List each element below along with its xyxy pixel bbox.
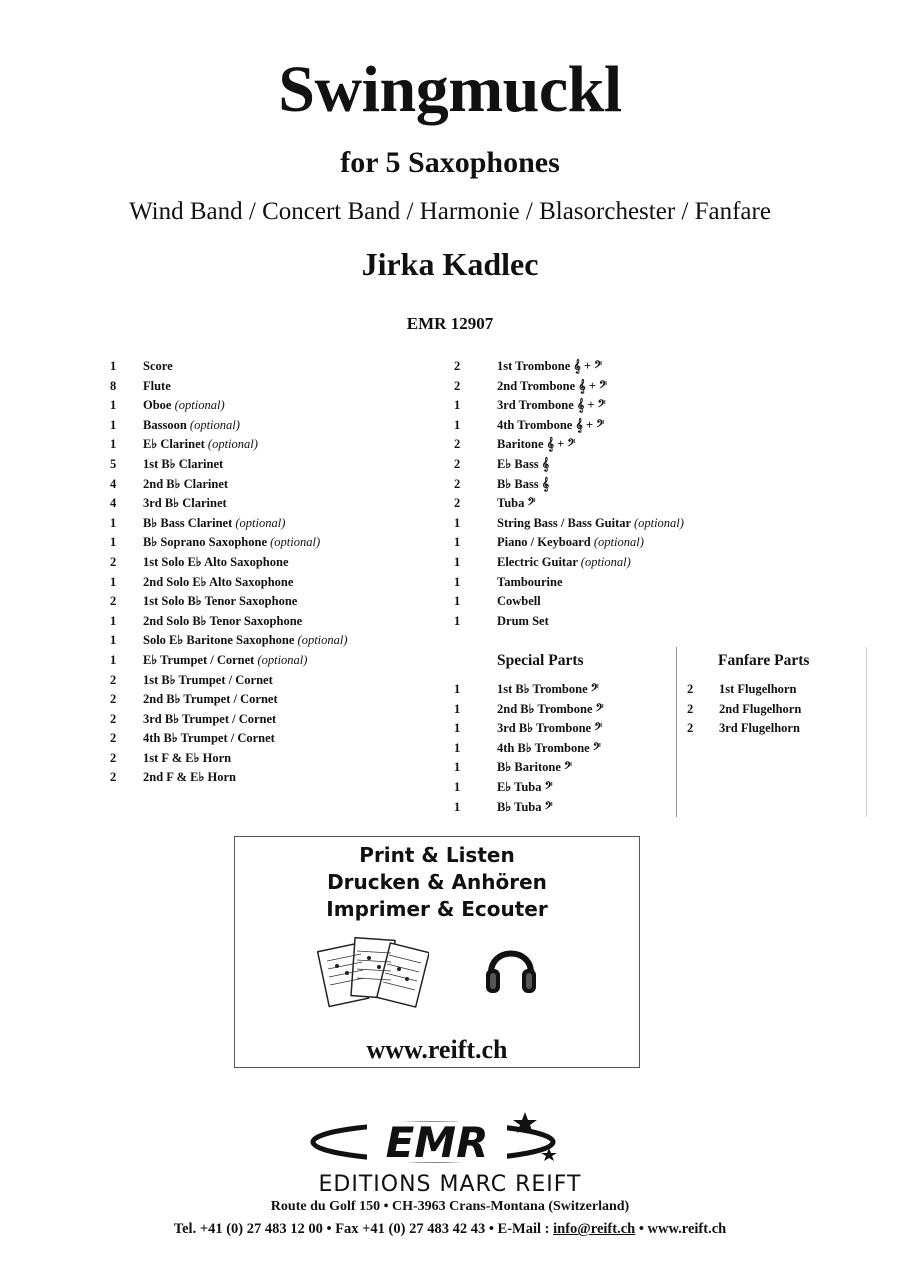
optional-note: (optional) (633, 515, 684, 530)
part-name (497, 396, 606, 416)
part-name (143, 514, 285, 534)
part-quantity: 1 (454, 417, 461, 432)
part-quantity: 1 (454, 779, 461, 794)
part-quantity: 1 (454, 682, 461, 696)
part-name-text: 1st Flugelhorn (719, 682, 797, 696)
part-name-text: 2nd Trombone 𝄞 + 𝄢 (497, 378, 608, 393)
column-divider (676, 647, 677, 817)
part-name (143, 377, 171, 397)
page-title: Swingmuckl (278, 53, 622, 126)
part-quantity: 2 (687, 701, 694, 716)
promo-line-english: Print & Listen (359, 843, 515, 867)
part-name (143, 396, 225, 416)
part-name-text: 4th B♭ Trumpet / Cornet (143, 731, 275, 746)
optional-note: (optional) (235, 515, 286, 530)
band-types: Wind Band / Concert Band / Harmonie / Blasorchester / Fanfare (129, 198, 771, 225)
part-quantity: 1 (110, 515, 117, 530)
part-quantity: 1 (454, 721, 461, 736)
part-name (143, 475, 228, 495)
column-divider (866, 647, 867, 817)
part-quantity: 2 (110, 711, 117, 726)
part-name (143, 710, 276, 730)
part-name-text: 2nd B♭ Trumpet / Cornet (143, 692, 278, 707)
part-name-text: 2nd B♭ Clarinet (143, 476, 229, 491)
part-quantity: 2 (110, 770, 117, 785)
optional-note: (optional) (297, 633, 348, 648)
part-quantity: 1 (110, 652, 117, 667)
special-parts-heading: Special Parts (497, 652, 584, 669)
part-quantity: 2 (454, 359, 461, 373)
part-name-text: 3rd Trombone 𝄞 + 𝄢 (497, 398, 606, 413)
part-name-text: 1st Trombone 𝄞 + 𝄢 (497, 359, 603, 373)
contact-website: • www.reift.ch (635, 1221, 727, 1237)
part-name-text: Bassoon (143, 417, 187, 432)
part-name (143, 494, 227, 514)
optional-note: (optional) (174, 398, 225, 413)
part-name (143, 631, 348, 651)
part-name-text: B♭ Bass Clarinet (143, 515, 233, 530)
part-quantity: 4 (110, 496, 117, 511)
promo-line-german: Drucken & Anhören (327, 870, 547, 894)
part-name (143, 573, 293, 593)
part-name-text: B♭ Tuba 𝄢 (497, 799, 553, 814)
contact-phone-fax: Tel. +41 (0) 27 483 12 00 • Fax +41 (0) 27 483 42 43 • E-Mail : (173, 1221, 554, 1237)
part-quantity: 2 (110, 672, 117, 687)
part-quantity: 2 (110, 594, 117, 609)
part-quantity: 1 (110, 417, 117, 432)
part-quantity: 1 (110, 574, 117, 589)
part-name-text: E♭ Bass 𝄞 (497, 456, 550, 471)
part-name (143, 416, 240, 436)
part-quantity: 1 (454, 613, 461, 628)
part-name-text: 3rd B♭ Trombone 𝄢 (497, 721, 603, 736)
part-quantity: 2 (454, 496, 461, 511)
part-quantity: 2 (454, 378, 461, 393)
part-name (143, 592, 297, 612)
part-quantity: 1 (454, 515, 461, 530)
part-name-text: Solo E♭ Baritone Saxophone (143, 633, 295, 648)
part-quantity: 1 (454, 701, 461, 716)
part-quantity: 2 (110, 692, 117, 707)
part-name (497, 778, 553, 798)
part-name-text: 4th Trombone 𝄞 + 𝄢 (497, 417, 605, 432)
part-name (497, 573, 563, 593)
part-quantity: 1 (110, 359, 117, 373)
part-name-text: E♭ Trumpet / Cornet (143, 652, 255, 667)
part-name-text: 1st B♭ Trombone 𝄢 (497, 682, 599, 696)
optional-note: (optional) (189, 417, 240, 432)
part-name (497, 416, 604, 436)
headphones-icon (483, 935, 539, 999)
part-name-text: E♭ Tuba 𝄢 (497, 779, 553, 794)
part-quantity: 2 (687, 682, 694, 696)
part-name-text: 2nd Solo E♭ Alto Saxophone (143, 574, 294, 589)
optional-note: (optional) (257, 652, 308, 667)
part-name-text: 3rd B♭ Trumpet / Cornet (143, 711, 277, 726)
part-quantity: 2 (454, 456, 461, 471)
part-name-text: E♭ Clarinet (143, 437, 205, 452)
part-quantity: 2 (110, 750, 117, 765)
part-name (143, 612, 302, 632)
part-quantity: 1 (110, 613, 117, 628)
part-name-text: Baritone 𝄞 + 𝄢 (497, 437, 576, 452)
part-name (497, 455, 549, 475)
optional-note: (optional) (270, 535, 321, 550)
publisher-address: Route du Golf 150 • CH-3963 Crans-Montana (Switzerland) (270, 1199, 630, 1214)
part-name (497, 377, 607, 397)
part-quantity: 1 (110, 437, 117, 452)
part-name-text: 3rd Flugelhorn (719, 721, 800, 736)
promo-line-french: Imprimer & Ecouter (326, 897, 548, 921)
part-quantity: 1 (454, 398, 461, 413)
part-name (719, 700, 801, 720)
part-name (143, 729, 275, 749)
part-quantity: 4 (110, 476, 117, 491)
part-name (497, 592, 541, 612)
subtitle: for 5 Saxophones (340, 146, 560, 179)
part-name (497, 533, 644, 553)
part-name-text: 1st B♭ Clarinet (143, 456, 224, 471)
part-name (497, 494, 536, 514)
optional-note: (optional) (207, 437, 258, 452)
part-name-text: Flute (143, 378, 171, 393)
part-quantity: 8 (110, 378, 117, 393)
sheet-music-icon (317, 933, 429, 1013)
contact-line (0, 1221, 900, 1238)
part-name-text: B♭ Soprano Saxophone (143, 535, 267, 550)
part-name (143, 768, 236, 788)
part-quantity: 2 (110, 731, 117, 746)
part-quantity: 1 (110, 398, 117, 413)
part-name (497, 719, 602, 739)
part-name-text: 1st F & E♭ Horn (143, 750, 232, 765)
part-quantity: 1 (454, 574, 461, 589)
part-quantity: 1 (454, 535, 461, 550)
publisher-name: EDITIONS MARC REIFT (318, 1172, 582, 1197)
part-name-text: Electric Guitar (497, 554, 578, 569)
print-listen-box (234, 836, 640, 1068)
part-name-text: 3rd B♭ Clarinet (143, 496, 227, 511)
part-quantity: 1 (110, 535, 117, 550)
part-name-text: Drum Set (497, 613, 549, 628)
part-name (143, 671, 273, 691)
part-name-text: B♭ Bass 𝄞 (497, 476, 550, 491)
part-quantity: 1 (110, 633, 117, 648)
part-name-text: 2nd F & E♭ Horn (143, 770, 236, 785)
part-name (497, 475, 549, 495)
part-name (143, 455, 223, 475)
optional-note: (optional) (580, 554, 631, 569)
part-name (719, 719, 800, 739)
part-quantity: 2 (454, 437, 461, 452)
emr-logo (305, 1108, 565, 1174)
part-name-text: Piano / Keyboard (497, 535, 591, 550)
part-name-text: Tambourine (497, 574, 563, 589)
part-name (497, 680, 599, 700)
part-quantity: 2 (110, 554, 117, 569)
composer-name: Jirka Kadlec (361, 246, 539, 282)
part-quantity: 1 (454, 740, 461, 755)
part-name (143, 435, 258, 455)
part-name-text: 1st Solo E♭ Alto Saxophone (143, 554, 289, 569)
email-link[interactable]: info@reift.ch (553, 1221, 636, 1237)
part-name-text: 2nd B♭ Trombone 𝄢 (497, 701, 604, 716)
part-name (143, 749, 231, 769)
part-name (497, 553, 631, 573)
part-name (497, 700, 604, 720)
part-name (143, 553, 289, 573)
part-name (497, 514, 684, 534)
fanfare-parts-heading: Fanfare Parts (718, 652, 810, 669)
part-name-text: 2nd Solo B♭ Tenor Saxophone (143, 613, 303, 628)
part-name (497, 798, 553, 818)
part-quantity: 1 (454, 594, 461, 609)
part-name (719, 680, 796, 700)
part-name-text: 1st B♭ Trumpet / Cornet (143, 672, 273, 687)
promo-website-link[interactable]: www.reift.ch (366, 1035, 508, 1064)
part-quantity: 1 (454, 799, 461, 814)
catalog-code: EMR 12907 (406, 314, 494, 333)
part-name (143, 651, 307, 671)
part-name (497, 758, 572, 778)
logo-text: EMR (385, 1118, 489, 1167)
part-quantity: 2 (454, 476, 461, 491)
part-name-text: Score (143, 359, 173, 373)
part-name (143, 690, 278, 710)
part-quantity: 1 (454, 554, 461, 569)
part-quantity: 2 (687, 721, 694, 736)
optional-note: (optional) (593, 535, 644, 550)
part-name-text: 2nd Flugelhorn (719, 701, 802, 716)
part-quantity: 1 (454, 760, 461, 775)
part-name-text: Tuba 𝄢 (497, 496, 536, 511)
part-name-text: String Bass / Bass Guitar (497, 515, 631, 530)
part-name-text: 4th B♭ Trombone 𝄢 (497, 740, 601, 755)
part-name (497, 739, 601, 759)
part-name-text: Oboe (143, 398, 172, 413)
part-name-text: Cowbell (497, 594, 541, 609)
part-name (143, 533, 320, 553)
part-quantity: 5 (110, 456, 117, 471)
part-name-text: B♭ Baritone 𝄢 (497, 760, 573, 775)
part-name (497, 435, 575, 455)
part-name-text: 1st Solo B♭ Tenor Saxophone (143, 594, 298, 609)
part-name (497, 612, 549, 632)
part-name (497, 357, 602, 377)
part-name (143, 357, 173, 377)
